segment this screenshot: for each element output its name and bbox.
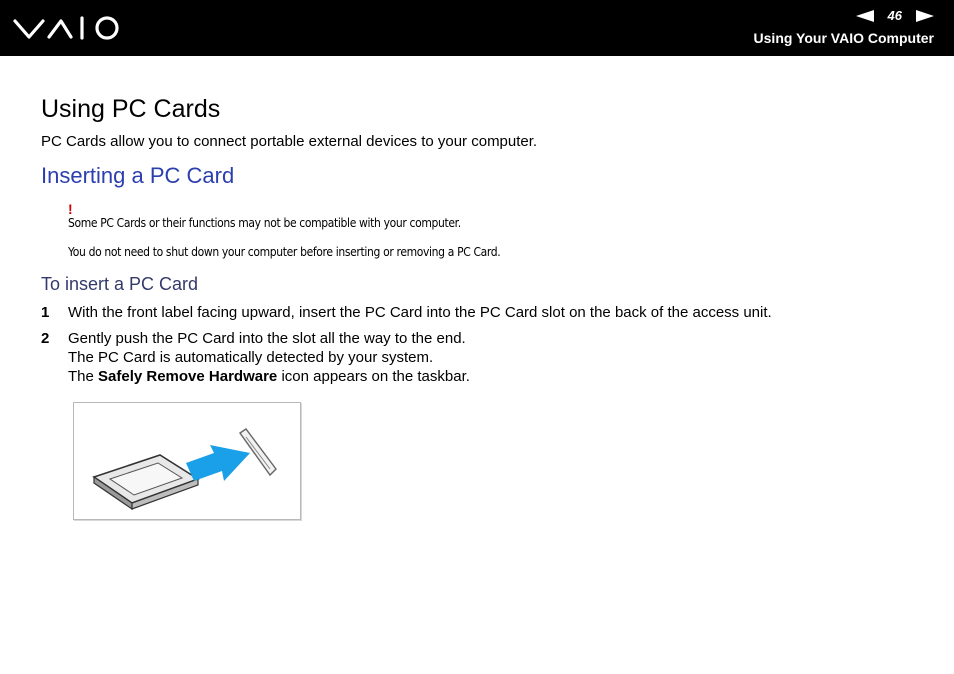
hot-swap-note: You do not need to shut down your computer before inserting or removing a PC Card. bbox=[68, 245, 501, 259]
step-line: The PC Card is automatically detected by your system. bbox=[68, 349, 434, 366]
page-number: 46 bbox=[887, 8, 902, 23]
step-2 bbox=[41, 329, 901, 386]
safely-remove-hardware-label: Safely Remove Hardware bbox=[98, 368, 278, 385]
insert-arrow-icon bbox=[186, 445, 250, 481]
intro-text: PC Cards allow you to connect portable external devices to your computer. bbox=[41, 133, 538, 150]
step-line: Gently push the PC Card into the slot all the way to the end. bbox=[68, 330, 466, 347]
pc-card-icon bbox=[94, 455, 198, 509]
vaio-logo bbox=[13, 15, 123, 41]
section-heading: Inserting a PC Card bbox=[41, 163, 235, 188]
page-title: Using PC Cards bbox=[41, 95, 221, 123]
card-slot-icon bbox=[240, 429, 276, 475]
compatibility-note: Some PC Cards or their functions may not be compatible with your computer. bbox=[68, 216, 461, 230]
step-line bbox=[68, 367, 901, 386]
step-text: With the front label facing upward, insert the PC Card into the PC Card slot on the back of the access unit. bbox=[68, 304, 772, 321]
step-1 bbox=[41, 303, 901, 322]
step-line-suffix: icon appears on the taskbar. bbox=[277, 368, 470, 385]
pc-card-insert-diagram bbox=[74, 403, 300, 519]
pc-card-illustration bbox=[73, 402, 301, 520]
page-navigation bbox=[856, 8, 934, 23]
step-line-prefix: The bbox=[68, 368, 99, 385]
left-arrow-icon[interactable] bbox=[856, 10, 874, 22]
section-title: Using Your VAIO Computer bbox=[753, 30, 934, 46]
step-number: 1 bbox=[41, 304, 50, 321]
right-arrow-icon[interactable] bbox=[916, 10, 934, 22]
step-number: 2 bbox=[41, 330, 50, 347]
header-bar bbox=[0, 0, 954, 56]
warning-icon: ! bbox=[68, 201, 73, 217]
procedure-heading: To insert a PC Card bbox=[41, 274, 199, 294]
step-text bbox=[68, 329, 901, 386]
